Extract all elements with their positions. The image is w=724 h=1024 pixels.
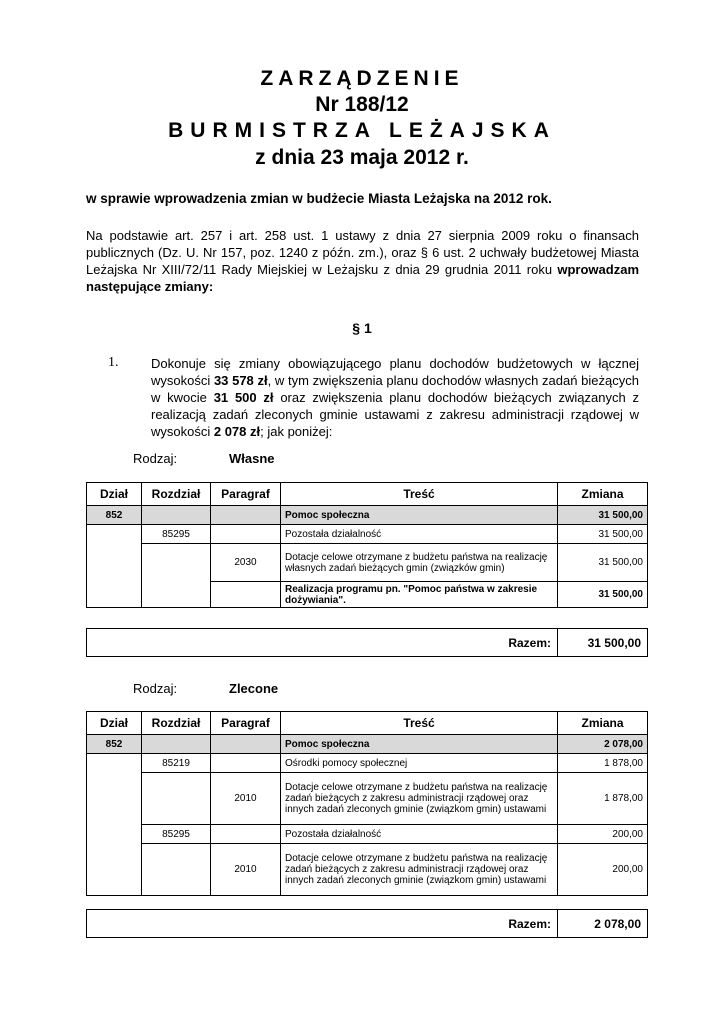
point-text-4: ; jak poniżej:: [260, 424, 333, 439]
cell-tresc: Pomoc społeczna: [281, 506, 558, 525]
legal-basis-text: Na podstawie art. 257 i art. 258 ust. 1 ustawy z dnia 27 sierpnia 2009 roku o finansach publicznych (Dz. U. Nr 157, poz. 1240 z późn. zm.), oraz § 6 ust. 2 uchwały budżetowej Miasta Leżajska Nr XIII/72/11 Rady Miejskiej w Leżajsku z dnia 29 grudnia 2011 roku: [86, 228, 639, 277]
cell-tresc: Pomoc społeczna: [281, 735, 558, 754]
razem-value: 2 078,00: [558, 910, 648, 938]
header-dzial: Dział: [87, 483, 142, 506]
cell-tresc: Dotacje celowe otrzymane z budżetu państwa na realizację zadań bieżących z zakresu administracji rządowej oraz innych zadań zleconych gminie (związkom gmin) ustawami: [281, 844, 558, 896]
cell-rozdzial: 85219: [142, 754, 211, 773]
cell-zmiana: 200,00: [558, 825, 648, 844]
cell-paragraf: 2010: [211, 773, 281, 825]
cell-tresc: Ośrodki pomocy społecznej: [281, 754, 558, 773]
cell-zmiana: 1 878,00: [558, 773, 648, 825]
cell-paragraf: 2010: [211, 844, 281, 896]
header-dzial: Dział: [87, 712, 142, 735]
table-row: [87, 844, 648, 896]
total-wlasne: [86, 628, 648, 657]
cell-dzial: 852: [87, 735, 142, 754]
table-row: [87, 735, 648, 754]
cell-zmiana: 200,00: [558, 844, 648, 896]
kind-value-zlecone: Zlecone: [229, 681, 279, 696]
header-zmiana: Zmiana: [558, 483, 648, 506]
section-mark: § 1: [352, 320, 372, 336]
table-row: [87, 506, 648, 525]
subject-line: w sprawie wprowadzenia zmian w budżecie Miasta Leżajska na 2012 rok.: [86, 191, 552, 206]
razem-value: 31 500,00: [558, 629, 648, 657]
table-row: [87, 525, 648, 544]
razem-label: Razem:: [87, 629, 558, 657]
table-zlecone: [86, 711, 648, 896]
table-row: [87, 544, 648, 582]
cell-paragraf: 2030: [211, 544, 281, 582]
cell-zmiana: 31 500,00: [558, 582, 648, 608]
title-number: Nr 188/12: [315, 93, 409, 116]
header-tresc: Treść: [281, 483, 558, 506]
point-amount-own: 31 500 zł: [213, 390, 274, 405]
cell-rozdzial: 85295: [142, 525, 211, 544]
header-rozdzial: Rozdział: [142, 483, 211, 506]
cell-tresc: Pozostała działalność: [281, 825, 558, 844]
cell-zmiana: 31 500,00: [558, 506, 648, 525]
header-tresc: Treść: [281, 712, 558, 735]
point-text: [151, 355, 639, 440]
kind-value-wlasne: Własne: [229, 451, 275, 466]
legal-basis-bold: wprowadzam następujące zmiany:: [86, 262, 639, 294]
cell-zmiana: 1 878,00: [558, 754, 648, 773]
cell-tresc: Dotacje celowe otrzymane z budżetu państwa na realizację własnych zadań bieżących gmin (związków gmin): [281, 544, 558, 582]
legal-basis-paragraph: [86, 227, 639, 295]
header-rozdzial: Rozdział: [142, 712, 211, 735]
point-amount-total: 33 578 zł: [213, 373, 268, 388]
point-text-2: , w tym zwiększenia planu dochodów własnych zadań bieżących w kwocie: [151, 373, 639, 405]
title-authority: BURMISTRZA LEŻAJSKA: [168, 119, 556, 142]
kind-label-wlasne: Rodzaj:: [133, 451, 178, 466]
header-paragraf: Paragraf: [211, 712, 281, 735]
point-number: 1.: [108, 355, 119, 370]
header-paragraf: Paragraf: [211, 483, 281, 506]
cell-tresc: Pozostała działalność: [281, 525, 558, 544]
cell-zmiana: 31 500,00: [558, 525, 648, 544]
table-row: [87, 825, 648, 844]
header-zmiana: Zmiana: [558, 712, 648, 735]
cell-zmiana: 2 078,00: [558, 735, 648, 754]
table-row: [87, 754, 648, 773]
kind-label-zlecone: Rodzaj:: [133, 681, 178, 696]
table-wlasne: [86, 482, 648, 608]
cell-dzial: 852: [87, 506, 142, 525]
razem-label: Razem:: [87, 910, 558, 938]
total-zlecone: [86, 909, 648, 938]
cell-tresc: Realizacja programu pn. "Pomoc państwa w zakresie dożywiania".: [281, 582, 558, 608]
title-date: z dnia 23 maja 2012 r.: [255, 146, 469, 169]
point-text-1: Dokonuje się zmiany obowiązującego planu dochodów budżetowych w łącznej wysokości: [151, 356, 639, 388]
point-text-3: oraz zwiększenia planu dochodów bieżących związanych z realizacją zadań zleconych gminie ustawami z zakresu administracji rządowej w wysokości: [151, 390, 639, 439]
cell-zmiana: 31 500,00: [558, 544, 648, 582]
table-row: [87, 773, 648, 825]
cell-tresc: Dotacje celowe otrzymane z budżetu państwa na realizację zadań bieżących z zakresu administracji rządowej oraz innych zadań zleconych gminie (związkom gmin) ustawami: [281, 773, 558, 825]
title-zarzadzenie: ZARZĄDZENIE: [260, 67, 464, 90]
cell-rozdzial: 85295: [142, 825, 211, 844]
point-amount-commissioned: 2 078 zł: [213, 424, 261, 439]
